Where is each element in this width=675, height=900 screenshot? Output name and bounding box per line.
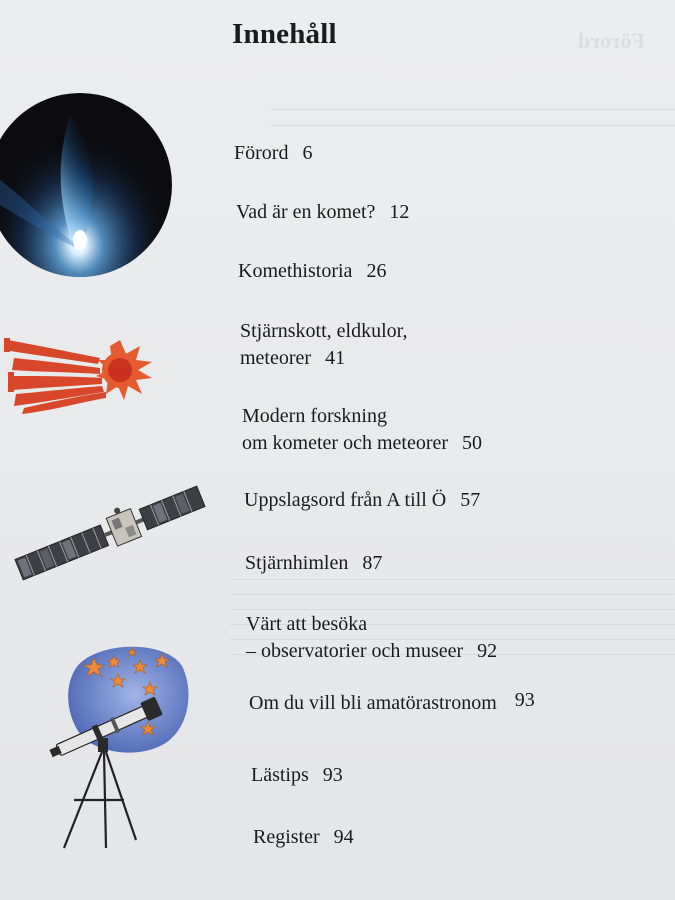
toc-entry[interactable]: [234, 140, 312, 167]
toc-entry[interactable]: [245, 550, 382, 577]
toc-entry-page: 87: [362, 552, 383, 574]
toc-entry[interactable]: [246, 611, 497, 665]
page-title: Innehåll: [232, 18, 337, 50]
toc-entry-title: Värt att besöka: [246, 613, 368, 635]
meteor-illustration: [0, 332, 160, 417]
toc-entry-title: Komethistoria: [238, 260, 353, 282]
toc-entry-title: Förord: [234, 142, 289, 164]
toc-entry-page: 94: [333, 826, 354, 848]
toc-entry-title: Om du vill bli amatörastronom: [249, 692, 497, 714]
toc-entry-page: 92: [477, 640, 498, 662]
toc-entry-title: Uppslagsord från A till Ö: [244, 489, 447, 511]
toc-entry-title-cont: – observatorier och museer: [246, 640, 464, 662]
toc-entry-title: Vad är en komet?: [236, 201, 376, 223]
toc-entry-page: 50: [462, 432, 483, 454]
toc-entry-title: Stjärnskott, eldkulor,: [240, 320, 408, 342]
toc-entry-title-cont: meteorer: [240, 347, 312, 369]
toc-entry-page: 93: [514, 689, 535, 711]
toc-entry-page: 57: [460, 489, 481, 511]
bleed-through-text: [270, 100, 675, 140]
toc-entry[interactable]: [236, 199, 409, 226]
toc-entry[interactable]: [249, 690, 535, 717]
toc-entry[interactable]: [253, 824, 354, 851]
toc-entry-page: 41: [325, 347, 346, 369]
toc-entry-page: 26: [366, 260, 387, 282]
toc-entry[interactable]: [238, 258, 386, 285]
toc-entry-page: 12: [389, 201, 410, 223]
toc-entry-title: Lästips: [251, 764, 309, 786]
bleed-through-heading: Förord: [578, 28, 645, 53]
toc-entry-page: 6: [302, 142, 313, 164]
toc-entry[interactable]: [242, 403, 482, 457]
toc-entry-title: Register: [253, 826, 320, 848]
toc-entry-title: Modern forskning: [242, 405, 387, 427]
comet-illustration: [0, 85, 175, 290]
satellite-illustration: [8, 478, 213, 588]
toc-entry[interactable]: [240, 318, 408, 372]
toc-entry[interactable]: [251, 762, 343, 789]
toc-entry-page: 93: [322, 764, 343, 786]
telescope-illustration: [44, 640, 192, 855]
toc-entry[interactable]: [244, 487, 480, 514]
toc-entry-title: Stjärnhimlen: [245, 552, 349, 574]
toc-entry-title-cont: om kometer och meteorer: [242, 432, 449, 454]
